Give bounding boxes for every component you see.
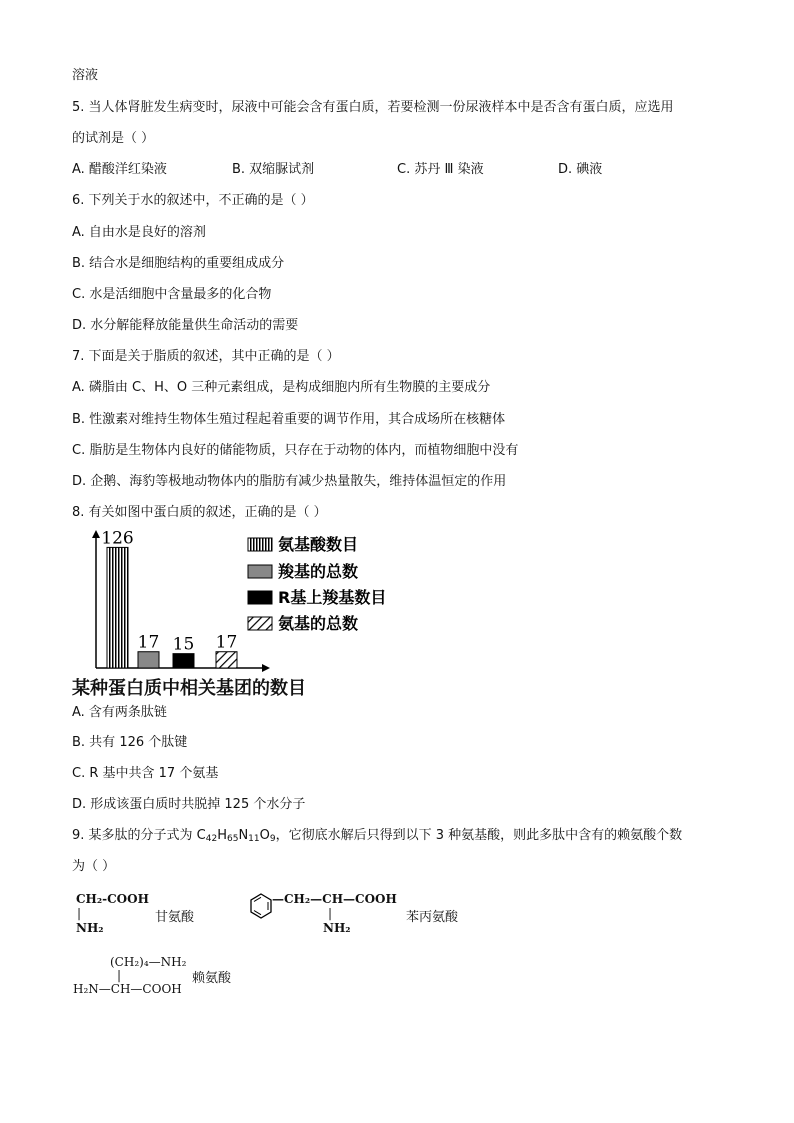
q7-option-d: D. 企鹅、海豹等极地动物体内的脂肪有减少热量散失，维持体温恒定的作用 <box>72 474 507 489</box>
q8-stem: 8. 有关如图中蛋白质的叙述，正确的是（ ） <box>72 505 327 520</box>
q5-option-d: D. 碘液 <box>558 162 603 177</box>
legend-label-3: R基上羧基数目 <box>278 588 387 607</box>
q7-option-a: A. 磷脂由 C、H、O 三种元素组成，是构成细胞内所有生物膜的主要成分 <box>72 380 491 395</box>
legend-label-4: 氨基的总数 <box>278 614 359 633</box>
legend-swatch-2 <box>248 565 272 578</box>
q6-stem: 6. 下列关于水的叙述中，不正确的是（ ） <box>72 193 314 208</box>
glycine-bond: | <box>77 906 82 920</box>
x-axis-arrow <box>262 664 270 672</box>
q8-option-a: A. 含有两条肽链 <box>72 705 167 720</box>
bar-value-label-4: 17 <box>215 632 238 653</box>
lysine-bond: | <box>117 968 122 982</box>
q8-option-c: C. R 基中共含 17 个氨基 <box>72 766 219 781</box>
legend-label-1: 氨基酸数目 <box>278 535 359 554</box>
q5-option-c: C. 苏丹 Ⅲ 染液 <box>397 162 484 177</box>
q6-option-d: D. 水分解能释放能量供生命活动的需要 <box>72 318 299 333</box>
q7-option-b: B. 性激素对维持生物体生殖过程起着重要的调节作用，其合成场所在核糖体 <box>72 412 506 427</box>
glycine-formula-top: CH₂-COOH <box>76 892 149 906</box>
q8-option-b: B. 共有 126 个肽键 <box>72 735 188 750</box>
phenylalanine-formula-top: —CH₂—CH—COOH <box>272 892 397 906</box>
q5-stem-line2: 的试剂是（ ） <box>72 131 155 146</box>
q7-stem: 7. 下面是关于脂质的叙述，其中正确的是（ ） <box>72 349 340 364</box>
q5-option-b: B. 双缩脲试剂 <box>232 162 315 177</box>
bar-value-label-3: 15 <box>172 634 195 655</box>
q5-option-a: A. 醋酸洋红染液 <box>72 162 167 177</box>
phenylalanine-bond: | <box>328 906 333 920</box>
legend-label-2: 羧基的总数 <box>278 562 359 581</box>
q8-option-d: D. 形成该蛋白质时共脱掉 125 个水分子 <box>72 797 306 812</box>
bar-value-label-1: 126 <box>101 528 134 549</box>
bar-3 <box>173 654 194 668</box>
q5-stem-line1: 5. 当人体肾脏发生病变时，尿液中可能会含有蛋白质，若要检测一份尿液样本中是否含有蛋白质，应选用 <box>72 100 674 115</box>
q7-option-c: C. 脂肪是生物体内良好的储能物质，只存在于动物的体内，而植物细胞中没有 <box>72 443 519 458</box>
bar-value-label-2: 17 <box>137 632 160 653</box>
lysine-name: 赖氨酸 <box>192 971 232 986</box>
chart-title: 某种蛋白质中相关基团的数目 <box>72 678 306 699</box>
phenylalanine-formula-bottom: NH₂ <box>323 921 351 935</box>
legend-swatch-1 <box>248 538 272 551</box>
glycine-formula-bottom: NH₂ <box>76 921 104 935</box>
lysine-formula-top: (CH₂)₄—NH₂ <box>110 955 187 969</box>
glycine-name: 甘氨酸 <box>155 910 195 925</box>
q9-stem-line1: 9. 某多肽的分子式为 $C_{42}H_{65}N_{11}O_9$，它彻底水解后只得到以下 3 种氨基酸，则此多肽中含有的赖氨酸个数 <box>72 828 683 844</box>
q6-option-b: B. 结合水是细胞结构的重要组成成分 <box>72 256 285 271</box>
y-axis-arrow <box>92 530 100 538</box>
legend-swatch-3 <box>248 591 272 604</box>
legend-swatch-4 <box>248 617 272 630</box>
q6-option-a: A. 自由水是良好的溶剂 <box>72 225 206 240</box>
bar-1 <box>107 547 128 668</box>
q9-stem-line2: 为（ ） <box>72 859 116 874</box>
phenylalanine-name: 苯丙氨酸 <box>406 910 459 925</box>
lysine-formula-bottom: H₂N—CH—COOH <box>73 982 182 996</box>
benzene-ring-icon <box>250 893 272 919</box>
q6-option-c: C. 水是活细胞中含量最多的化合物 <box>72 287 272 302</box>
bar-2 <box>138 652 159 668</box>
q4-tail: 溶液 <box>72 68 99 83</box>
bar-4 <box>216 652 237 668</box>
